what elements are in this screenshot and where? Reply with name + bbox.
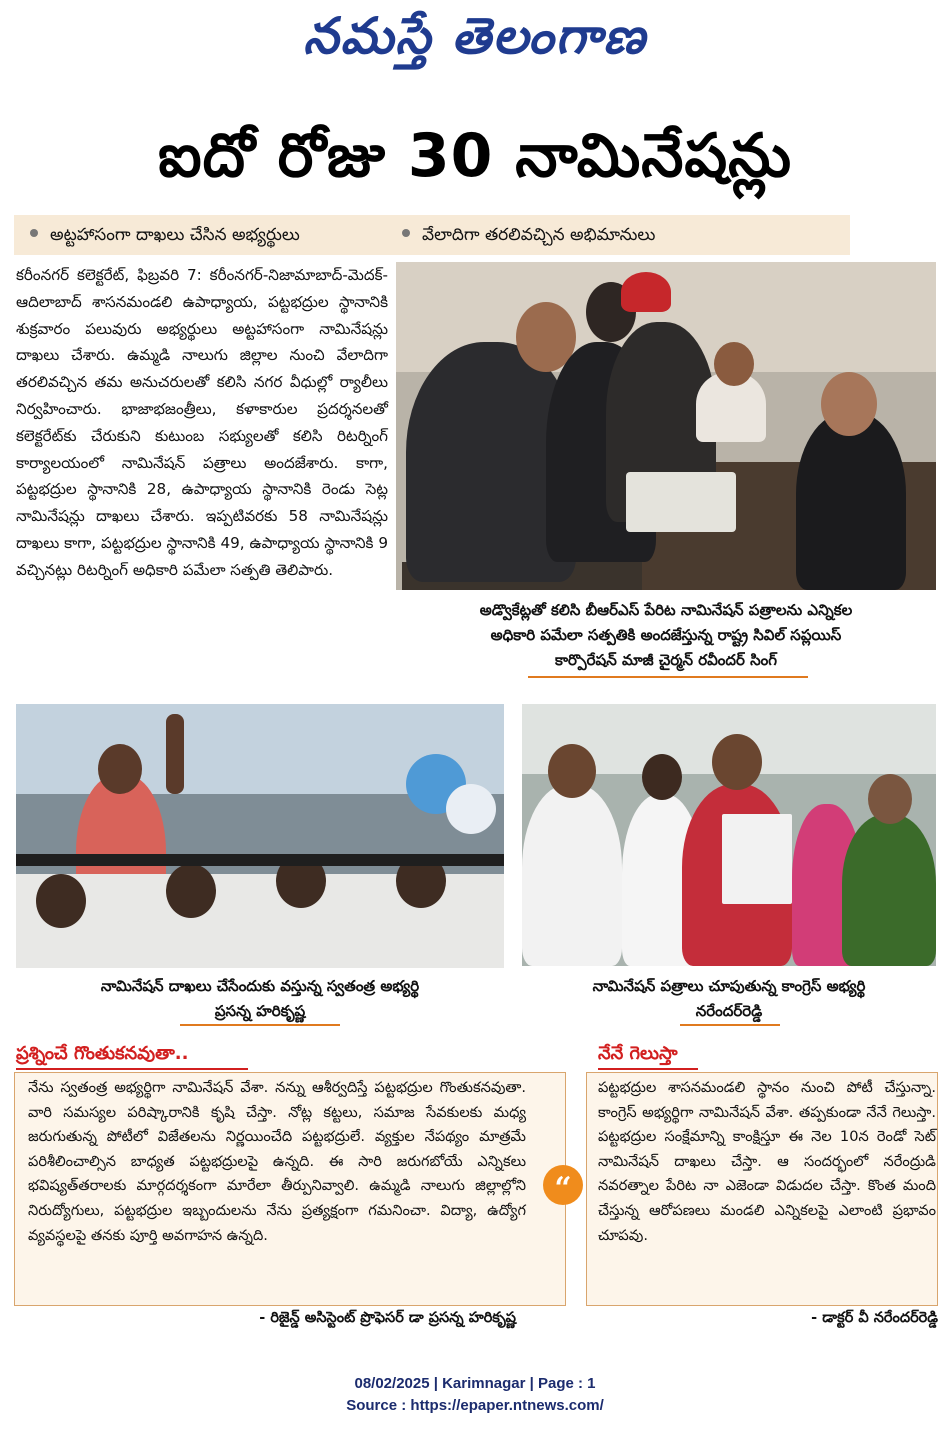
photo-nomination-office (396, 262, 936, 590)
photo3-caption-line: నామినేషన్ పత్రాలు చూపుతున్న కాంగ్రెస్ అభ్యర్థి (592, 977, 866, 995)
caption-underline (180, 1024, 340, 1026)
bullet-icon (30, 229, 38, 237)
right-signature: - డాక్టర్ వీ నరేందర్‌రెడ్డి (811, 1310, 938, 1326)
photo-independent-rally (16, 704, 504, 968)
photo3-caption (522, 974, 936, 1024)
photo-congress-candidate (522, 704, 936, 966)
right-section-heading: నేనే గెలుస్తా (598, 1043, 678, 1064)
subheading-bar (14, 215, 850, 255)
photo3-caption-line: నరేందర్‌రెడ్డి (695, 1002, 763, 1020)
caption-underline (680, 1024, 780, 1026)
photo1-caption-line: అధికారి పమేలా సత్పతికి అందజేస్తున్న రాష్ట్ర సివిల్ సప్లయిస్ (490, 626, 842, 644)
subheading-2 (402, 223, 655, 247)
footer-date-edition: 08/02/2025 | Karimnagar | Page : 1 (354, 1375, 596, 1392)
subheading-1 (30, 223, 300, 247)
left-section-heading: ప్రశ్నించే గొంతుకనవుతా.. (16, 1043, 189, 1064)
photo1-caption (396, 598, 936, 673)
photo2-caption (16, 974, 504, 1024)
headline: ఐదో రోజు 30 నామినేషన్లు (158, 121, 792, 191)
subheading-1-text: అట్టహాసంగా దాఖలు చేసిన అభ్యర్థులు (50, 225, 300, 245)
caption-underline (528, 676, 808, 678)
section-underline (16, 1068, 248, 1070)
bullet-icon (402, 229, 410, 237)
photo2-caption-line: ప్రసన్న హరికృష్ణ (214, 1002, 306, 1020)
photo1-caption-line: అడ్వొకేట్లతో కలిసి బీఆర్ఎస్ పేరిట నామినేషన్ పత్రాలను ఎన్నికల (479, 601, 853, 619)
masthead-logo: నమస్తే తెలంగాణ (303, 7, 647, 65)
right-quote-text: పట్టభద్రుల శాసనమండలి స్థానం నుంచి పోటీ చేస్తున్నా. కాంగ్రెస్ అభ్యర్థిగా నామినేషన్ వేశా. తప్పకుండా నేనే గెలుస్తా. పట్టభద్రుల సంక్షేమాన్ని కాంక్షిస్తూ ఈ నెల 10న రెండో సెట్ నామినేషన్ దాఖలు చేస్తా. ఆ సందర్భంలో నరేంద్రుడి నవరత్నాల పేరిట నా ఎజెండా విడుదల చేస్తా. కొంత మంది చేస్తున్న ఆరోపణలు మండలి ఎన్నికలపై ఎలాంటి ప్రభావం చూపవు. (598, 1079, 936, 1244)
photo1-caption-line: కార్పొరేషన్ మాజీ చైర్మన్ రవీందర్ సింగ్ (555, 651, 777, 669)
photo2-caption-line: నామినేషన్ దాఖలు చేసేందుకు వస్తున్న స్వతంత్ర అభ్యర్థి (100, 977, 420, 995)
quote-icon: “ (543, 1165, 583, 1205)
lead-article-text: కరీంనగర్ కలెక్టరేట్, ఫిబ్రవరి 7: కరీంనగర్-నిజామాబాద్-మెదక్-ఆదిలాబాద్ శాసనమండలి ఉపాధ్యాయ, పట్టభద్రుల స్థానానికి శుక్రవారం పలువురు అభ్యర్థులు అట్టహాసంగా నామినేషన్లు దాఖలు చేశారు. ఉమ్మడి నాలుగు జిల్లాల నుంచి వేలాదిగా తరలివచ్చిన తమ అనుచరులతో కలిసి నగర వీధుల్లో ర్యాలీలు నిర్వహించారు. భాజాభజంత్రీలు, కళాకారుల ప్రదర్శనలతో కలెక్టరేట్‌కు చేరుకుని కుటుంబ సభ్యులతో కలిసి రిటర్నింగ్ కార్యాలయంలో నామినేషన్ పత్రాలు అందజేశారు. కాగా, పట్టభద్రుల స్థానానికి 28, ఉపాధ్యాయ స్థానానికి రెండు సెట్ల నామినేషన్లు దాఖలు చేశారు. ఇప్పటివరకు 58 నామినేషన్లు దాఖలు కాగా, పట్టభద్రుల స్థానానికి 49, ఉపాధ్యాయ స్థానానికి 9 వచ్చినట్లు రిటర్నింగ్ అధికారి పమేలా సత్పతి తెలిపారు. (16, 266, 388, 579)
left-quote-text: నేను స్వతంత్ర అభ్యర్థిగా నామినేషన్ వేశా. నన్ను ఆశీర్వదిస్తే పట్టభద్రుల గొంతుకనవుతా. వారి సమస్యల పరిష్కారానికి కృషి చేస్తా. నోట్ల కట్టలు, సమాజ సేవకులకు మధ్య జరుగుతున్న పోటీలో విజేతలను నిర్ణయించేది పట్టభద్రులే. వ్యక్తుల నేపథ్యం మాత్రమే పరిశీలించాల్సిన బాధ్యత పట్టభద్రులపై ఉన్నది. ఈ సారి జరుగబోయే ఎన్నికలు భవిష్యత్‌తరాలకు మార్గదర్శకంగా మారేలా తీర్పునివ్వాలి. ఉమ్మడి నాలుగు జిల్లాల్లోని నిరుద్యోగులు, పట్టభద్రుల ఇబ్బందులను నేను ప్రత్యక్షంగా గమనించా. విద్యా, ఉద్యోగ వ్యవస్థలపై తనకు పూర్తి అవగాహన ఉన్నది. (28, 1079, 526, 1244)
left-signature: - రిజైన్డ్ అసిస్టెంట్ ప్రొఫెసర్ డా ప్రసన్న హరికృష్ణ (259, 1310, 516, 1326)
subheading-2-text: వేలాదిగా తరలివచ్చిన అభిమానులు (422, 225, 656, 245)
footer-source: Source : https://epaper.ntnews.com/ (346, 1397, 604, 1414)
section-underline (598, 1068, 698, 1070)
